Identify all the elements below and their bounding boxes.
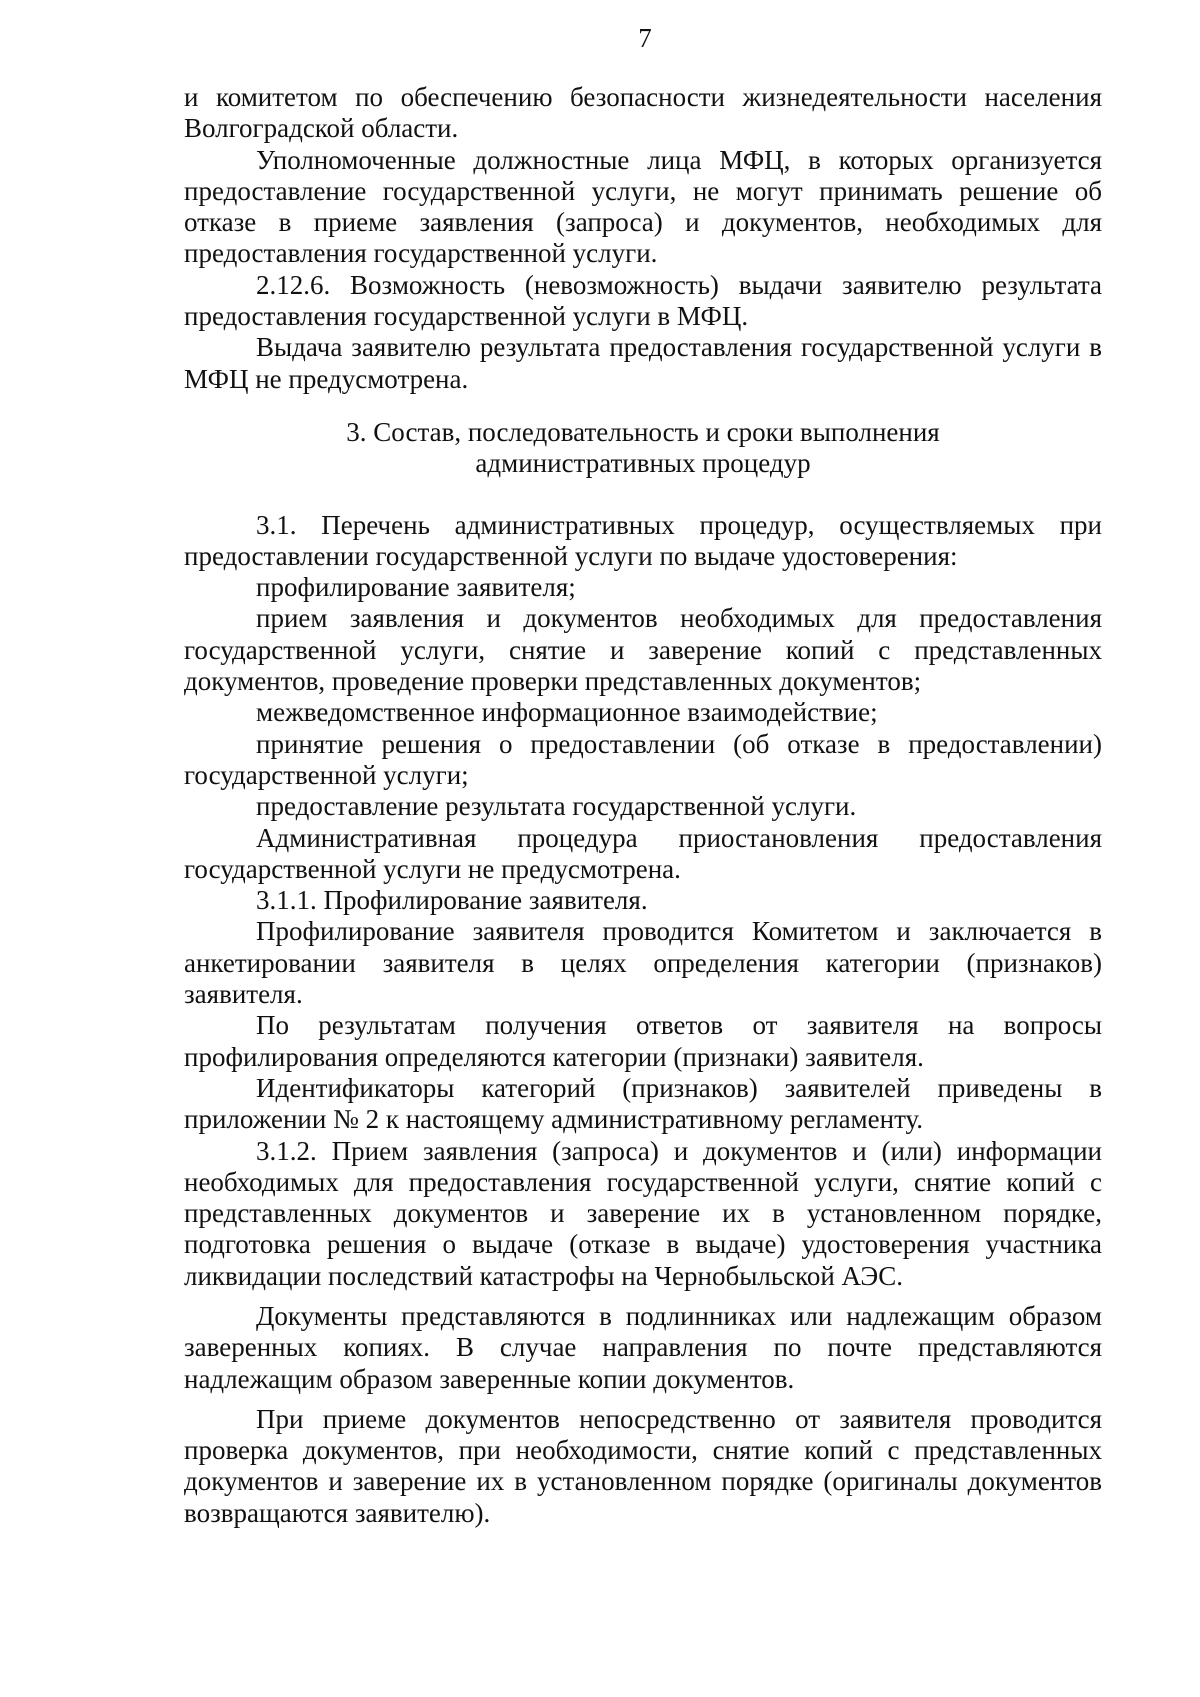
paragraph: Документы представляются в подлинниках или надлежащим образом заверенных копиях. В случае направления по почте представляются надлежащим образом заверенные копии документов. <box>184 1300 1102 1394</box>
list-item: межведомственное информационное взаимодействие; <box>256 697 878 728</box>
section-heading <box>184 417 1102 480</box>
section-heading-line: административных процедур <box>475 448 811 479</box>
list-item: профилирование заявителя; <box>256 572 576 603</box>
list-item: предоставление результата государственной услуги. <box>256 791 857 822</box>
page-number: 7 <box>638 23 652 53</box>
section-heading-line: 3. Состав, последовательность и сроки выполнения <box>346 416 940 447</box>
list-item: прием заявления и документов необходимых для предоставления государственной услуги, снятие и заверение копий с представленных документов, проведение проверки представленных документов; <box>184 603 1102 697</box>
paragraph: Идентификаторы категорий (признаков) заявителей приведены в приложении № 2 к настоящему административному регламенту. <box>184 1072 1102 1135</box>
document-body <box>184 82 1102 1529</box>
paragraph: Уполномоченные должностные лица МФЦ, в которых организуется предоставление государственной услуги, не могут принимать решение об отказе в приеме заявления (запроса) и документов, необходимых для предоставления государственной услуги. <box>184 144 1102 269</box>
subsection-title: 3.1.1. Профилирование заявителя. <box>256 885 648 916</box>
paragraph: и комитетом по обеспечению безопасности жизнедеятельности населения Волгоградской области. <box>184 82 1102 144</box>
paragraph: Выдача заявителю результата предоставления государственной услуги в МФЦ не предусмотрена. <box>184 332 1102 394</box>
paragraph: При приеме документов непосредственно от заявителя проводится проверка документов, при необходимости, снятие копий с представленных документов и заверение их в установленном порядке (оригиналы документов возвращаются заявителю). <box>184 1403 1102 1528</box>
paragraph: Профилирование заявителя проводится Комитетом и заключается в анкетировании заявителя в целях определения категории (признаков) заявителя. <box>184 916 1102 1010</box>
paragraph: По результатам получения ответов от заявителя на вопросы профилирования определяются категории (признаки) заявителя. <box>184 1010 1102 1072</box>
paragraph: 2.12.6. Возможность (невозможность) выдачи заявителю результата предоставления государственной услуги в МФЦ. <box>184 269 1102 332</box>
paragraph: 3.1.2. Прием заявления (запроса) и документов и (или) информации необходимых для предоставления государственной услуги, снятие копий с представленных документов и заверение их в установленном порядке, подготовка решения о выдаче (отказе в выдаче) удостоверения участника ликвидации последствий катастрофы на Чернобыльской АЭС. <box>184 1135 1102 1291</box>
paragraph: Административная процедура приостановления предоставления государственной услуги не предусмотрена. <box>184 822 1102 884</box>
paragraph: 3.1. Перечень административных процедур, осуществляемых при предоставлении государственной услуги по выдаче удостоверения: <box>184 509 1102 571</box>
list-item: принятие решения о предоставлении (об отказе в предоставлении) государственной услуги; <box>184 728 1102 790</box>
